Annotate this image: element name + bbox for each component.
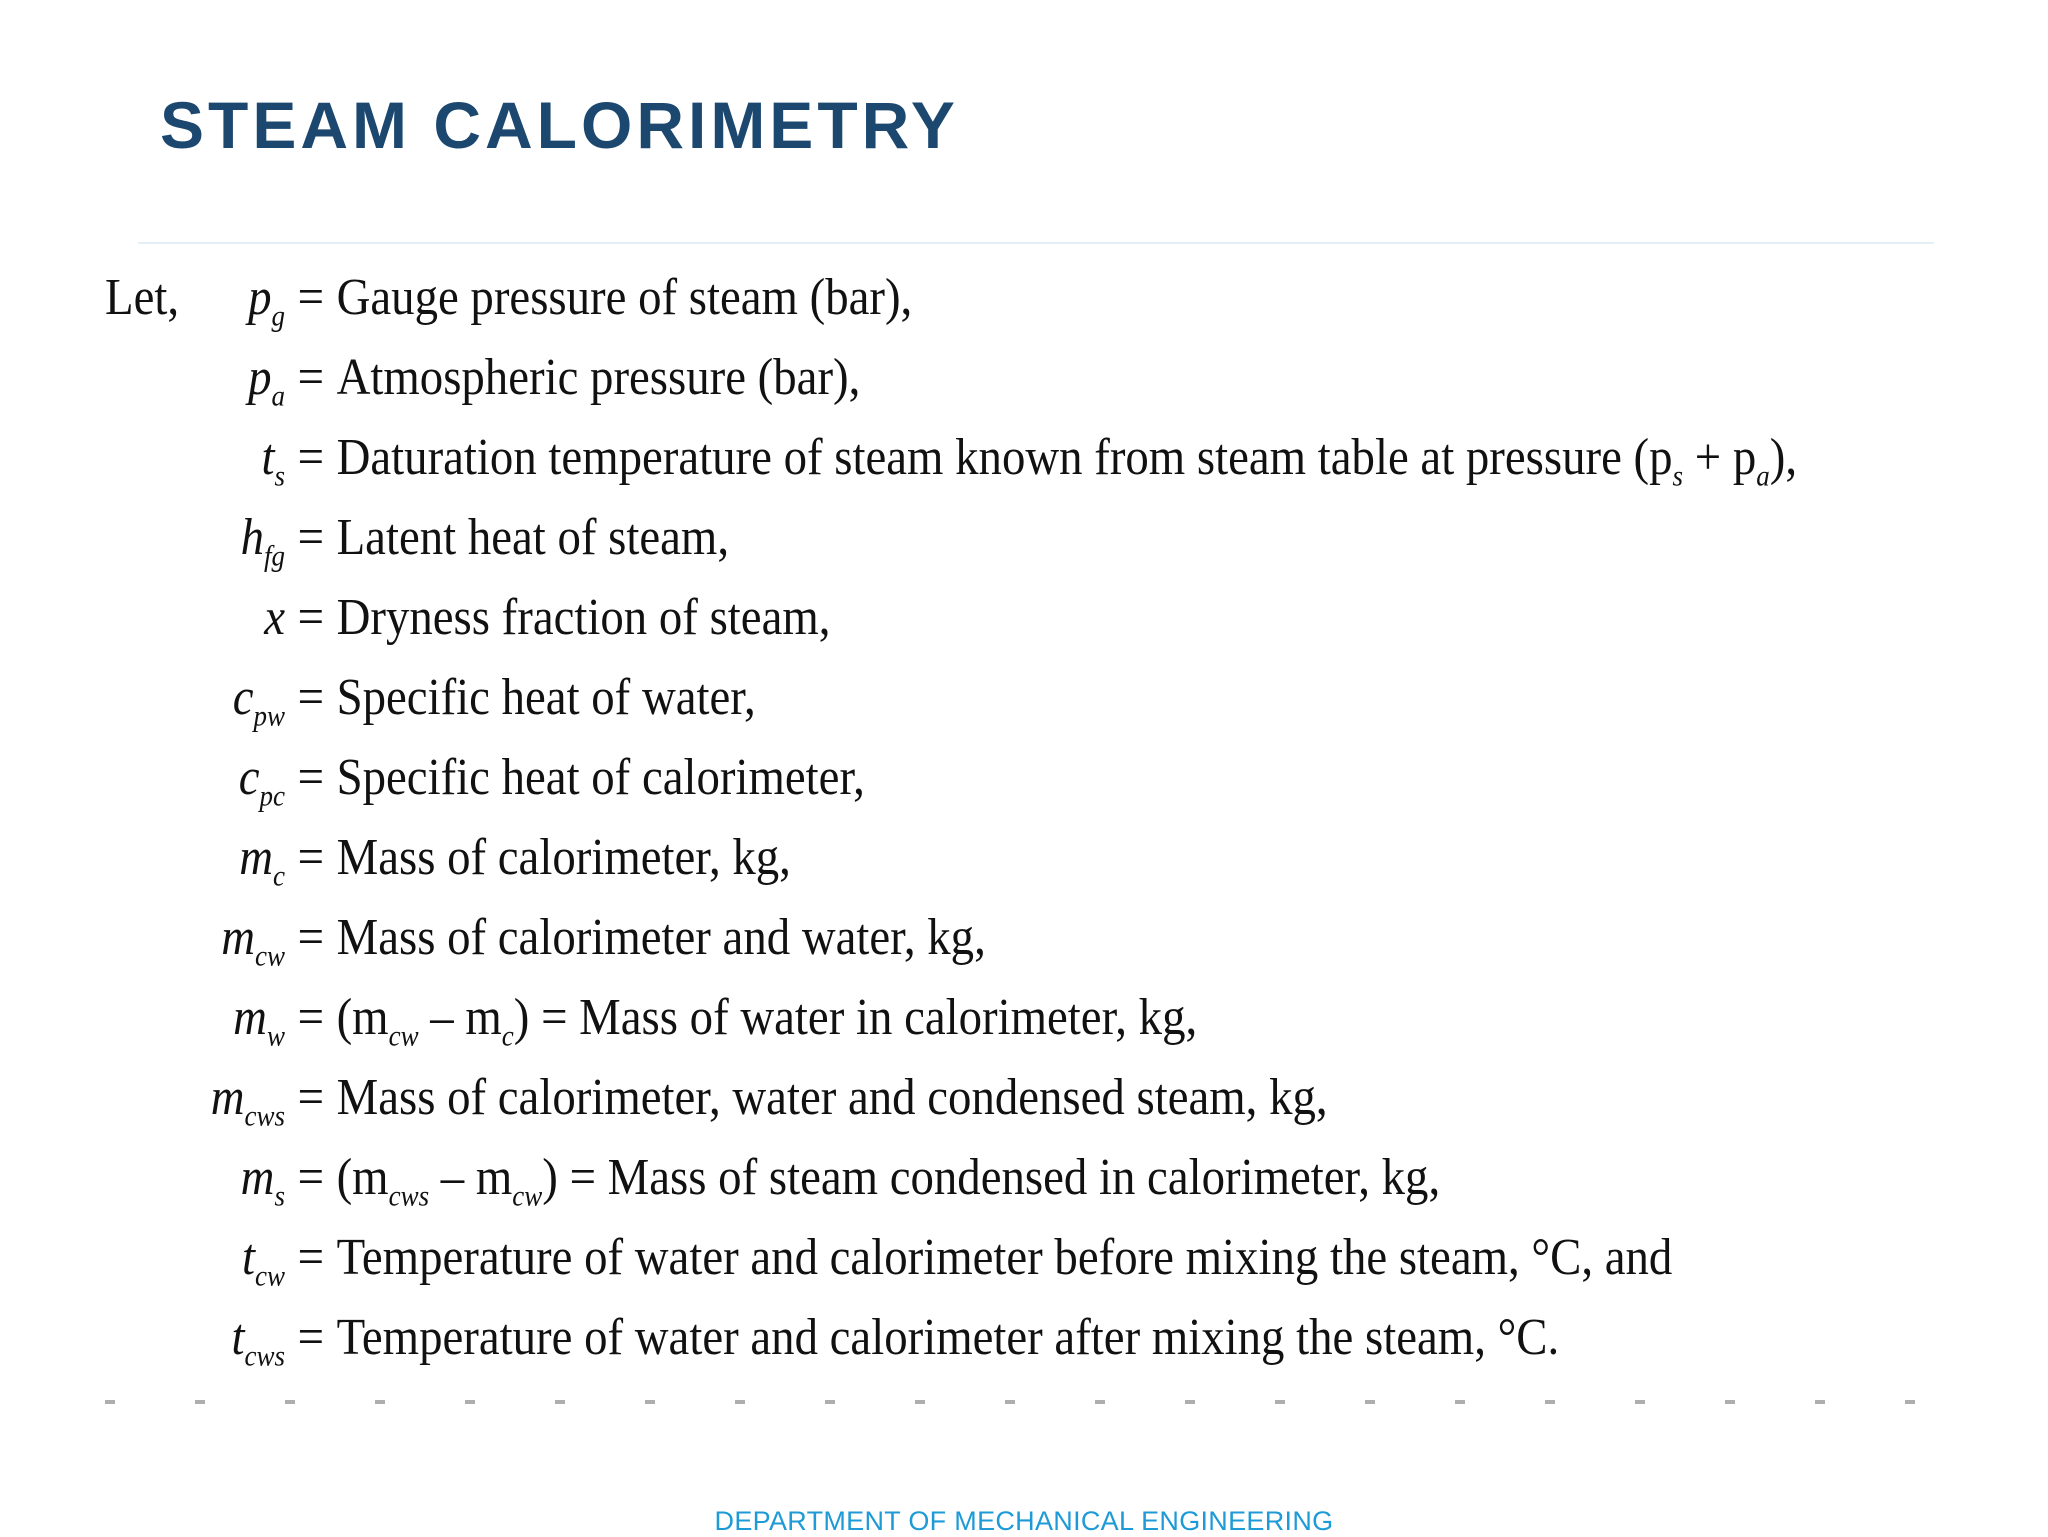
definition-text: $(m_{cws} - m_{cw})$ = Mass of steam condensed in calorimeter, kg, bbox=[336, 1149, 1441, 1213]
equals-sign: = bbox=[297, 909, 324, 966]
footer-department: DEPARTMENT OF MECHANICAL ENGINEERING bbox=[714, 1506, 1334, 1536]
definition-row bbox=[105, 908, 986, 988]
cropped-text-edge bbox=[105, 1400, 1935, 1404]
definition-row bbox=[105, 668, 756, 748]
equals-sign: = bbox=[297, 269, 324, 326]
equals-sign: = bbox=[297, 1149, 324, 1206]
definition-row bbox=[105, 828, 791, 908]
symbol: $p_a$ bbox=[248, 349, 285, 413]
symbol: $m_s$ bbox=[240, 1149, 285, 1213]
equals-sign: = bbox=[297, 349, 324, 406]
definition-row bbox=[105, 1148, 1440, 1228]
definition-row bbox=[105, 1228, 1672, 1308]
equals-sign: = bbox=[297, 749, 324, 806]
symbol: $c_{pc}$ bbox=[238, 749, 285, 813]
definition-row bbox=[105, 1068, 1328, 1148]
symbol: x bbox=[264, 589, 285, 646]
symbol: $t_{cw}$ bbox=[241, 1229, 285, 1293]
equals-sign: = bbox=[297, 509, 324, 566]
equals-sign: = bbox=[297, 589, 324, 646]
symbol: $c_{pw}$ bbox=[232, 669, 285, 733]
definition-text: Gauge pressure of steam (bar), bbox=[336, 269, 913, 326]
equals-sign: = bbox=[297, 1069, 324, 1126]
definition-text: Specific heat of calorimeter, bbox=[336, 749, 865, 806]
equals-sign: = bbox=[297, 1309, 324, 1366]
definition-row bbox=[105, 748, 865, 828]
symbol: $m_{cws}$ bbox=[210, 1069, 285, 1133]
definition-text: Mass of calorimeter, kg, bbox=[336, 829, 791, 886]
definitions-block bbox=[105, 268, 1945, 1418]
title-divider bbox=[138, 242, 1934, 244]
symbol: $m_c$ bbox=[239, 829, 285, 893]
equals-sign: = bbox=[297, 829, 324, 886]
let-label: Let, bbox=[105, 269, 180, 326]
definition-row bbox=[105, 428, 1797, 508]
equals-sign: = bbox=[297, 429, 324, 486]
definition-text: Mass of calorimeter, water and condensed steam, kg, bbox=[336, 1069, 1328, 1126]
definition-row bbox=[105, 988, 1197, 1068]
definition-row bbox=[105, 508, 729, 588]
slide-title: STEAM CALORIMETRY bbox=[160, 88, 959, 162]
equals-sign: = bbox=[297, 1229, 324, 1286]
definition-text: Dryness fraction of steam, bbox=[336, 589, 831, 646]
definition-row bbox=[105, 588, 830, 668]
definition-text: $(m_{cw} - m_c)$ = Mass of water in calorimeter, kg, bbox=[336, 989, 1198, 1053]
symbol: $m_w$ bbox=[233, 989, 285, 1053]
equals-sign: = bbox=[297, 989, 324, 1046]
definition-text: Daturation temperature of steam known from steam table at pressure $(p_s + p_a)$, bbox=[336, 429, 1798, 493]
definition-text: Specific heat of water, bbox=[336, 669, 756, 726]
symbol: $h_{fg}$ bbox=[240, 509, 285, 573]
symbol: $t_s$ bbox=[261, 429, 285, 493]
definition-row bbox=[105, 268, 912, 348]
definition-text: Atmospheric pressure (bar), bbox=[336, 349, 861, 406]
definition-row bbox=[105, 348, 860, 428]
symbol: $p_g$ bbox=[248, 269, 285, 333]
definition-row bbox=[105, 1308, 1559, 1388]
symbol: $t_{cws}$ bbox=[231, 1309, 285, 1373]
definition-text: Temperature of water and calorimeter after mixing the steam, °C. bbox=[336, 1309, 1560, 1366]
definition-text: Temperature of water and calorimeter before mixing the steam, °C, and bbox=[336, 1229, 1673, 1286]
equals-sign: = bbox=[297, 669, 324, 726]
symbol: $m_{cw}$ bbox=[221, 909, 285, 973]
definition-text: Latent heat of steam, bbox=[336, 509, 730, 566]
definition-text: Mass of calorimeter and water, kg, bbox=[336, 909, 986, 966]
